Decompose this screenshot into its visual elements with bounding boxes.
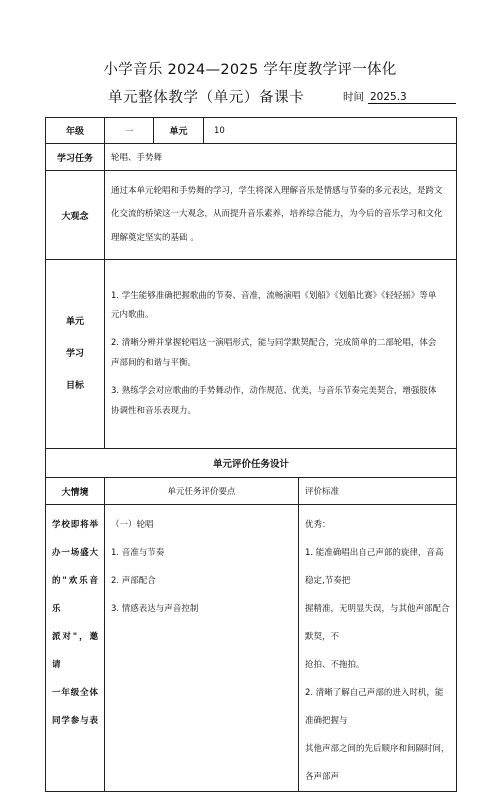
criteria-header: 评价标准 [299,478,457,505]
task-value: 轮唱、手势舞 [105,144,457,171]
concept-text [105,171,457,260]
evaluation-section-title: 单元评价任务设计 [46,449,457,478]
unit-label: 单元 [154,118,204,144]
grade-label: 年级 [46,118,105,144]
time-value: 2025.3 [368,91,456,104]
criteria-text: 优秀： 1. 能准确唱出自己声部的旋律，音高稳定,节奏把 握精准，无明显失误，与其他声部配合默契，不 抢拍、不拖拍。 2. 清晰了解自己声部的进入时机，能准确把握与 其他声部之间的先后顺序和间隔时间，各声部声 [299,505,457,792]
concept-row [46,171,457,260]
unit-value: 10 [204,118,457,144]
grade-value: 一 [105,118,154,144]
document-title: 小学音乐 2024—2025 学年度教学评一体化 [103,62,397,78]
evaluation-section-row [46,449,457,478]
goals-row [46,260,457,449]
goal-item: 2. 清晰分辨并掌握轮唱这一演唱形式，能与同学默契配合，完成简单的二部轮唱，体会 声部间的和谐与平衡。 [111,338,437,368]
points-header: 单元任务评价要点 [105,478,299,505]
goals-label: 单元 学习 目标 [46,260,105,449]
info-row [46,118,457,144]
goal-item: 3. 熟练学会对应歌曲的手势舞动作，动作规范、优美，与音乐节奏完美契合，增强肢体 协调性和音乐表现力。 [111,385,437,416]
goals-list [105,260,457,449]
lesson-plan-table [45,117,457,792]
goal-item: 1. 学生能够准确把握歌曲的节奏、音准，流畅演唱《划船》《划船比赛》《轻轻摇》等单 元内歌曲。 [111,290,437,321]
concept-line: 化交流的桥梁这一大观念，从而提升音乐素养，培养综合能力，为今后的音乐学习和文化 [111,209,443,220]
concept-label: 大观念 [46,171,105,260]
points-list: （一）轮唱 1. 音准与节奏 2. 声部配合 3. 情感表达与声音控制 [105,505,299,792]
task-label: 学习任务 [46,144,105,171]
document-subtitle: 单元整体教学（单元）备课卡 [108,90,305,106]
time-label: 时间 [343,91,364,103]
concept-line: 理解奠定坚实的基础 。 [111,232,199,243]
time-field [343,89,456,104]
concept-line: 通过本单元轮唱和手势舞的学习，学生将深入理解音乐是情感与节奏的多元表达，是跨文 [111,185,443,196]
evaluation-header-row [46,478,457,505]
situation-text: 学校即将举 办一场盛大 的"欢乐音乐 派对"，邀请 一年级全体 同学参与表 [46,505,105,792]
task-row [46,144,457,171]
situation-header: 大情境 [46,478,105,505]
evaluation-body-row [46,505,457,792]
